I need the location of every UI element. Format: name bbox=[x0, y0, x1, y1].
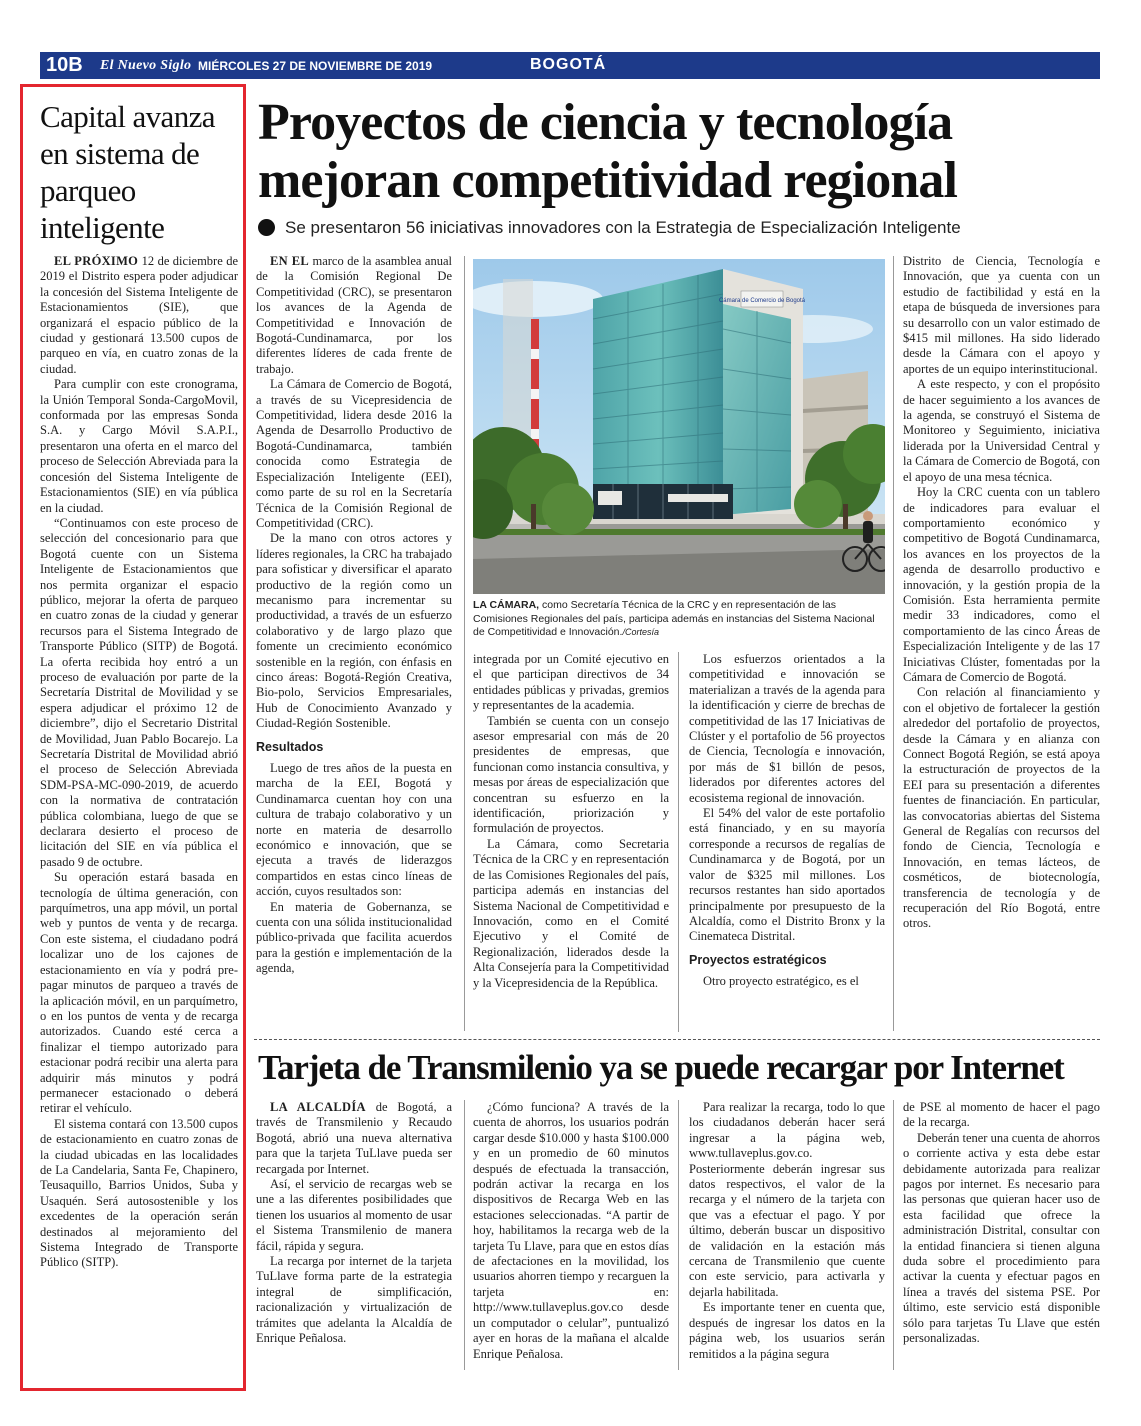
column-divider bbox=[678, 652, 679, 1032]
second-article-paragraph: LA ALCALDÍA de Bogotá, a través de Transmilenio y Recaudo Bogotá, abrió una nueva alternativa para que la tarjeta TuLlave pueda ser recargada por Internet. bbox=[256, 1100, 452, 1176]
subhead-proyectos: Proyectos estratégicos bbox=[689, 952, 827, 967]
main-article-paragraph: Con relación al financiamiento y con el objetivo de fortalecer la gestión alrededor del portafolio de proyectos, desde la Cámara y en alianza con Connect Bogotá Región, se está apoya la estructuración de proyectos de la EEI para su presentación a diferentes fuentes de financiación. En particular, las convocatorias abiertas del Sistema General de Regalías con recursos del fondo de Ciencia, Tecnología e Innovación, en temas lácteos, de cosméticos, de biotecnología, transferencia de tecnología y de recuperación del Río Bogotá, entre otros. bbox=[903, 685, 1100, 931]
column-divider bbox=[893, 1100, 894, 1370]
second-article-column-3 bbox=[689, 1100, 885, 1362]
building-photo bbox=[473, 259, 885, 594]
bullet-icon bbox=[258, 219, 275, 236]
main-article-paragraph: En materia de Gobernanza, se cuenta con una sólida institucionalidad público-privada que facilita acuerdos para la gestión e implementación de la agenda, bbox=[256, 899, 452, 976]
main-article-column-1 bbox=[256, 254, 452, 977]
building-sign-text: Cámara de Comercio de Bogotá bbox=[718, 298, 806, 304]
main-article-paragraph: De la mano con otros actores y líderes regionales, la CRC ha trabajado para sofisticar y diversificar el aparato productivo de la región como un mecanismo para incrementar su productividad, a través de un esfuerzo colaborativo y de largo plazo que fomente un crecimiento económico sostenible en la región, con énfasis en cinco áreas: Bogotá-Región Creativa, Bio-polo, Servicios Empresariales, Hub de Conocimiento Avanzado y Ciudad-Región Sostenible. bbox=[256, 531, 452, 731]
page-header-bar bbox=[40, 52, 1100, 79]
left-article-paragraph: “Continuamos con este proceso de selección del concesionario para que Bogotá cuente con un Sistema Inteligente de Estacionamientos que nos permita organizar el espacio público, mejorar la oferta de parqueo en cuatro zonas de la ciudad y generar recursos para el Sistema Integrado de Transporte Público (SITP) de Bogotá. La oferta recibida hoy entró a un proceso de evaluación por parte de la Secretaría Distrital de Movilidad y se espera adjudicar el próximo 12 de diciembre”, dijo el Secretario Distrital de Movilidad, Juan Pablo Bocarejo. La Secretaría Distrital de Movilidad abrió el proceso de Selección Abreviada SDM-PSA-MC-090-2019, de acuerdo con la normativa de contratación pública colombiana, luego de que se declarara desierto el proceso de licitación del SIE en vía pública el pasado 9 de octubre. bbox=[40, 515, 238, 869]
left-article-paragraph: El sistema contará con 13.500 cupos de estacionamiento en cuatro zonas de la ciudad ubicadas en las localidades de La Candelaria, Santa Fe, Chapinero, Teusaquillo, Barrios Unidos, Suba y Usaquén. Será autosostenible y los excedentes de la operación serán destinados al mejoramiento del Sistema Integrado de Transporte Público (SITP). bbox=[40, 1116, 238, 1270]
main-article-paragraph: Los esfuerzos orientados a la competitividad e innovación se materializan a través de la agenda para la identificación y cierre de brechas de competitividad de las 17 Iniciativas de Clúster y el portafolio de 56 proyectos de Ciencia, Tecnología e innovación, por más de $1 billón de pesos, liderados por diferentes actores del ecosistema regional de innovación. bbox=[689, 652, 885, 805]
main-article-paragraph: El 54% del valor de este portafolio está financiado, y en su mayoría corresponde a recursos de regalías de Cundinamarca y de Bogotá, por un valor de $325 mil millones. Los recursos restantes han sido aportados principalmente por presupuesto de la Alcaldía, como el Distrito Bronx y la Cinemateca Distrital. bbox=[689, 806, 885, 944]
lead-word: EN EL bbox=[270, 254, 310, 268]
photo-caption: LA CÁMARA, como Secretaría Técnica de la CRC y en representación de las Comisiones Regionales del país, participa además en instancias del Sistema Nacional de Competitividad e Innovación./Cortesía bbox=[473, 599, 875, 638]
second-article-headline: Tarjeta de Transmilenio ya se puede recargar por Internet bbox=[258, 1048, 1064, 1087]
main-article-paragraph: También se cuenta con un consejo asesor empresarial con más de 20 presidentes de empresas, que funcionan como instancia consultiva, y mesas por áreas de especialización que concentran su esfuerzo en la identificación, priorización y formulación de proyectos. bbox=[473, 713, 669, 836]
second-article-column-2 bbox=[473, 1100, 669, 1362]
page-number: 10B bbox=[46, 54, 83, 76]
main-article-paragraph: Otro proyecto estratégico, es el bbox=[703, 974, 859, 989]
left-article-headline: Capital avanza en sistema de parqueo inteligente bbox=[40, 99, 215, 245]
second-article-paragraph: Así, el servicio de recargas web se une a las diferentes posibilidades que tienen los usuarios al momento de usar el Sistema Transmilenio de manera fácil, rápida y segura. bbox=[256, 1177, 452, 1253]
second-article-paragraph: Deberán tener una cuenta de ahorros o corriente activa y esta debe estar debidamente autorizada para realizar pagos por internet. Es necesario para las personas que quieran hacer uso de esta facilidad que ofrece la administración Distrital, consultar con la entidad financiera si tienen alguna duda sobre el procedimiento para activar la cuenta y efectuar pagos en línea a través del sistema PSE. Por último, este servicio está disponible sólo para tarjetas Tu Llave que estén personalizadas. bbox=[903, 1130, 1100, 1346]
left-article-body bbox=[40, 254, 238, 1271]
article-separator bbox=[254, 1039, 1100, 1040]
building-photo-image bbox=[473, 259, 885, 594]
left-article-paragraph: Para cumplir con este cronograma, la Unión Temporal Sonda-CargoMovil, conformada por las empresas Sonda S.A. y Cargo Móvil S.A.P.I., presentaron una oferta en el marco del proceso de Selección Abreviada para la concesión del Sistema Inteligente de Estacionamientos (SIE) en vía pública en la ciudad. bbox=[40, 377, 238, 515]
caption-lead: LA CÁMARA, bbox=[473, 599, 540, 611]
main-article-paragraph: Distrito de Ciencia, Tecnología e Innovación, que ya cuenta con un estudio de factibilidad y está en la etapa de búsqueda de inversiones para su desarrollo con un valor estimado de $415 mil millones. Ha sido liderado desde la Cámara con el apoyo y aportes de un equipo interinstitucional. bbox=[903, 254, 1100, 376]
main-article-paragraph: Luego de tres años de la puesta en marcha de la EEI, Bogotá y Cundinamarca cuentan hoy con una cultura de trabajo colaborativo y un norte en materia de desarrollo económico e innovación, que se ejecuta a través de liderazgos compartidos en estas cinco líneas de acción, cuyos resultados son: bbox=[256, 761, 452, 899]
second-article-paragraph: Es importante tener en cuenta que, después de ingresar los datos en la página web, los usuarios serán remitidos a la página segura bbox=[689, 1300, 885, 1361]
column-divider bbox=[464, 256, 465, 1031]
second-article-paragraph: de PSE al momento de hacer el pago de la recarga. bbox=[903, 1100, 1100, 1130]
second-article-column-4 bbox=[903, 1100, 1100, 1347]
main-article-paragraph: La Cámara de Comercio de Bogotá, a través de su Vicepresidencia de Competitividad, lidera desde 2016 la Agenda de Desarrollo Productivo de Bogotá-Cundinamarca, también conocida como Estrategia de Especialización Inteligente (EEI), como parte de su rol en la Secretaría Técnica de la Comisión Regional de Competitividad (CRC). bbox=[256, 377, 452, 530]
main-article-paragraph: Hoy la CRC cuenta con un tablero de indicadores para evaluar el comportamiento económico y competitivo de Bogotá Cundinamarca, los avances en los proyectos de la agenda de desarrollo productivo e innovación, y la gestión propia de la Comisión. Esta herramienta permite medir 33 indicadores, como el comportamiento de las cinco Áreas de Especialización Inteligente y de las 17 Iniciativas Clúster, fomentadas por la Cámara de Comercio de Bogotá. bbox=[903, 485, 1100, 684]
main-article-column-3 bbox=[689, 652, 885, 990]
left-article-paragraph: EL PRÓXIMO 12 de diciembre de 2019 el Distrito espera poder adjudicar la concesión del Sistema Inteligente de Estacionamientos (SIE), que organizará el espacio público de la ciudad y gestionará 13.500 cupos de parqueo en vía, en cuatro zonas de la ciudad. bbox=[40, 254, 238, 376]
second-article-paragraph: La recarga por internet de la tarjeta TuLlave forma parte de la estrategia integral de simplificación, racionalización y virtualización de trámites que adelanta la Alcaldía de Enrique Peñalosa. bbox=[256, 1254, 452, 1346]
main-article-column-4 bbox=[903, 254, 1100, 932]
subhead-resultados: Resultados bbox=[256, 739, 324, 754]
main-article-paragraph: La Cámara, como Secretaria Técnica de la CRC y en representación de las Comisiones Regionales del país, participa además en instancias del Sistema Nacional de Competitividad e Innovación, como en el Comité Ejecutivo y el Comité de Regionalización, liderados desde la Alta Consejería para la Competitividad y la Vicepresidencia de la República. bbox=[473, 836, 669, 990]
newspaper-name: El Nuevo Siglo bbox=[100, 58, 192, 73]
main-article-paragraph: A este respecto, y con el propósito de hacer seguimiento a los avances de la agenda, se construyó el Sistema de Monitoreo y Seguimiento, iniciativa liderada por la Universidad Central y la Cámara de Comercio de Bogotá, con el apoyo de una mesa técnica. bbox=[903, 377, 1100, 484]
photo-credit: /Cortesía bbox=[622, 627, 659, 637]
issue-date: MIÉRCOLES 27 DE NOVIEMBRE DE 2019 bbox=[198, 59, 433, 73]
second-article-column-1 bbox=[256, 1100, 452, 1347]
main-article-paragraph: EN EL marco de la asamblea anual de la Comisión Regional De Competitividad (CRC), se presentaron los avances de la Agenda de Competitividad e Innovación de Bogotá-Cundinamarca, por los diferentes líderes de cada frente de trabajo. bbox=[256, 254, 452, 376]
main-article-column-2 bbox=[473, 652, 669, 991]
second-article-paragraph: Para realizar la recarga, todo lo que los ciudadanos deberán hacer será ingresar a la página web, www.tullaveplus.gov.co. Posteriormente deberán ingresar sus datos respectivos, el valor de la recarga y el número de la tarjeta con que vas a efectuar el pago. Y por último, deberán buscar un dispositivo de validación en la estación más cercana de Transmilenio que cuente con este servicio, para activarla y dejarla habilitada. bbox=[689, 1100, 885, 1299]
main-article-paragraph: integrada por un Comité ejecutivo en el que participan directivos de 34 entidades públicas y privadas, gremios y representantes de la academia. bbox=[473, 652, 669, 713]
left-article-paragraph: Su operación estará basada en tecnología de última generación, con parquímetros, una app móvil, un portal web y puntos de venta y de recarga. Con este sistema, el ciudadano podrá localizar uno de los cajones de estacionamiento en vía y podrá pre-pagar minutos de parqueo a través de la aplicación móvil, en un parquímetro, o en los puntos de venta y de recarga autorizados. Cuando esté cerca a finalizar el tiempo autorizado para estacionar podrá recibir una alerta para adquirir más minutos y podrá permanecer estacionado o deberá retirar el vehículo. bbox=[40, 870, 238, 1116]
lead-word: LA ALCALDÍA bbox=[270, 1100, 366, 1114]
lead-word: EL PRÓXIMO bbox=[54, 254, 139, 268]
main-article-headline: Proyectos de ciencia y tecnología mejoran competitividad regional bbox=[258, 94, 958, 209]
main-article-subheadline: Se presentaron 56 iniciativas innovadores con la Estrategia de Especialización Inteligente bbox=[258, 218, 1098, 238]
column-divider bbox=[893, 256, 894, 1031]
second-article-paragraph: ¿Cómo funciona? A través de la cuenta de ahorros, los usuarios podrán cargar desde $10.000 y hasta $100.000 y en un promedio de 60 minutos después de efectuada la transacción, podrán activar la recarga en los dispositivos de Recarga Web en las estaciones seleccionadas. “A partir de hoy, habilitamos la recarga web de la tarjeta Tu Llave, para que en estos días de afectaciones en la movilidad, los usuarios ahorren tiempo y recarguen la tarjeta en: http://www.tullaveplus.gov.co desde un computador o celular”, puntualizó ayer en horas de la mañana el alcalde Enrique Peñalosa. bbox=[473, 1100, 669, 1361]
section-name: BOGOTÁ bbox=[530, 56, 607, 73]
column-divider bbox=[464, 1100, 465, 1370]
column-divider bbox=[678, 1100, 679, 1370]
